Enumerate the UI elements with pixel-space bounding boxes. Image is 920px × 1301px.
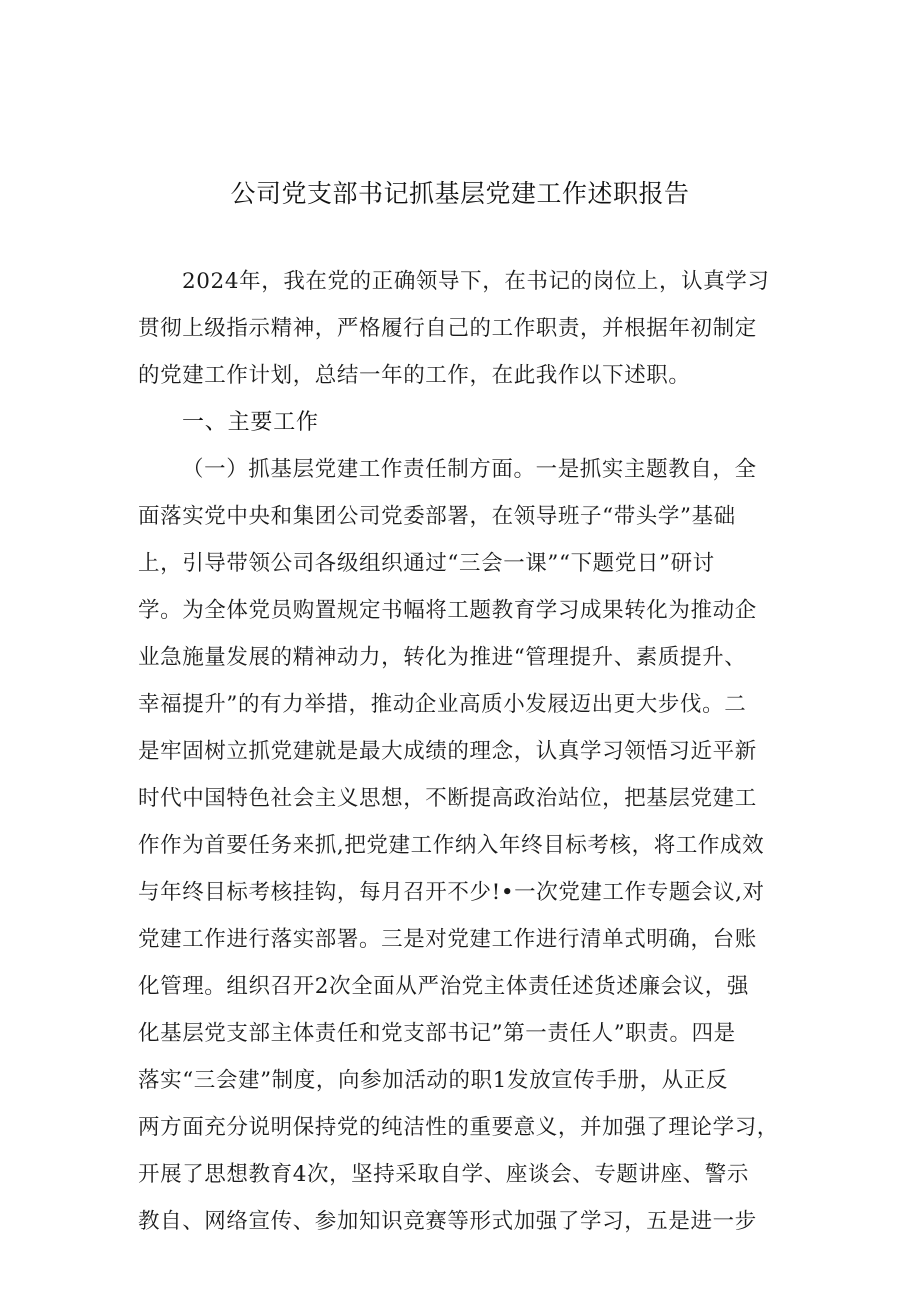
paragraph-line-1: 2024年，我在党的正确领导下，在书记的岗位上，认真学习 <box>182 269 770 294</box>
section-heading: 一、主要工作 <box>182 410 319 435</box>
paragraph-line-13: 作作为首要任务来抓,把党建工作纳入年终目标考核，将工作成效 <box>138 833 765 858</box>
paragraph-line-21: 教自、网络宣传、参加知识竞赛等形式加强了学习，五是进一步 <box>138 1209 757 1234</box>
paragraph-line-20: 开展了思想教育4次，坚持采取自学、座谈会、专题讲座、警示 <box>138 1162 749 1187</box>
paragraph-line-6: 面落实党中央和集团公司党委部署，在领导班子“带头学”基础 <box>138 504 736 529</box>
paragraph-line-5: （一）抓基层党建工作责任制方面。一是抓实主题教自，全 <box>182 457 757 482</box>
document-body <box>138 258 798 1245</box>
paragraph-line-19: 两方面充分说明保持党的纯洁性的重要意义，并加强了理论学习， <box>138 1115 779 1140</box>
paragraph-line-2: 贯彻上级指示精神，严格履行自己的工作职责，并根据年初制定 <box>138 316 757 341</box>
paragraph-line-10: 幸福提升”的有力举措，推动企业高质小发屐迈出更大步伐。二 <box>138 692 747 717</box>
paragraph-line-7: 上，引导带领公司各级组织通过“三会一课”“下题党日”研讨 <box>138 551 715 576</box>
paragraph-line-9: 业急施量发展的精神动力，转化为推进“管理提升、素质提升、 <box>138 645 747 670</box>
paragraph-line-15: 党建工作进行落实部署。三是对党建工作进行清单式明确，台账 <box>138 927 757 952</box>
paragraph-line-11: 是牢固树立抓党建就是最大成绩的理念，认真学习领悟习近平新 <box>138 739 757 764</box>
paragraph-line-17: 化基层党支部主体责任和党支部书记”第一责任人”职责。四是 <box>138 1021 736 1046</box>
paragraph-line-14: 与年终目标考核挂钩，每月召开不少!•一次党建工作专题会议,对 <box>138 880 765 905</box>
paragraph-line-3: 的党建工作计划，总结一年的工作，在此我作以下述职。 <box>138 363 691 388</box>
paragraph-line-16: 化管理。组织召开2次全面从严治党主体责任述货述廉会议，强 <box>138 974 749 999</box>
paragraph-line-8: 学。为全体党员购置规定书幅将工题教育学习成果转化为推动企 <box>138 598 757 623</box>
document-title: 公司党支部书记抓基层党建工作述职报告 <box>230 179 690 208</box>
paragraph-line-18: 落实“三会建”制度，向参加活动的职1发放宣传手册，从正反 <box>138 1068 728 1093</box>
paragraph-line-12: 时代中国特色社会主义思想，不断提高政治站位，把基层党建工 <box>138 786 757 811</box>
